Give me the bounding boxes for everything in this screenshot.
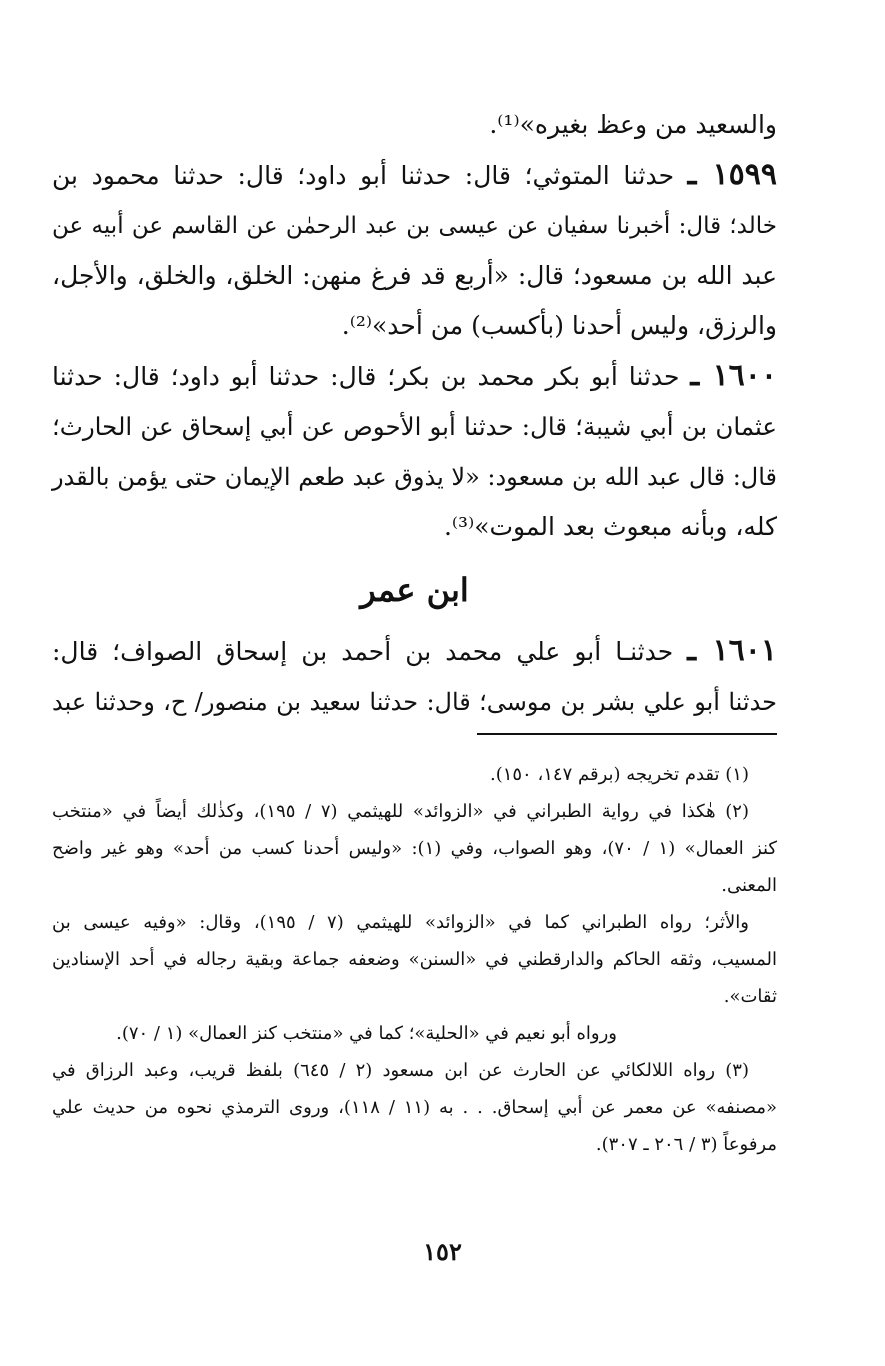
hadith-1599-line-1 [52,150,777,201]
section-title: ابن عمر [360,571,469,609]
footnote-separator [477,733,777,735]
hadith-number: ١٦٠٠ ـ [690,358,778,393]
footnote-line: والأثر؛ رواه الطبراني كما في «الزوائد» للهيثمي (٧ / ١٩٥)، وقال: «وفيه عيسى بن [52,912,749,933]
footnote-line: (١) تقدم تخريجه (برقم ١٤٧، ١٥٠). [489,764,749,785]
text-line: كله، وبأنه مبعوث بعد الموت»⁽³⁾. [443,512,777,541]
text-line: قال: قال عبد الله بن مسعود: «لا يذوق عبد طعم الإيمان حتى يؤمن بالقدر [51,463,777,491]
text-line: والسعيد من وعظ بغيره»⁽¹⁾. [489,110,777,139]
text-line: حدثنا أبو علي بشر بن موسى؛ قال: حدثنا سعيد بن منصور/ ح، وحدثنا عبد [52,688,777,716]
footnote-line: «مصنفه» عن معمر عن أبي إسحاق. . . به (١١ / ١١٨)، وروى الترمذي نحوه من حديث علي [52,1097,777,1118]
footnote-line: المسيب، وثقه الحاكم والدارقطني في «السنن» وضعفه جماعة وبقية رجاله في أحد الإسنادين [52,949,777,970]
hadith-1600-line-1 [52,351,777,402]
footnote-line: (٢) هٰكذا في رواية الطبراني في «الزوائد» للهيثمي (٧ / ١٩٥)، وكذٰلك أيضاً في «منتخب [52,801,749,822]
text-line: حدثنا المتوثي؛ قال: حدثنا أبو داود؛ قال: حدثنا محمود بن [52,161,675,190]
hadith-number: ١٦٠١ ـ [687,633,777,668]
footnote-line: كنز العمال» (١ / ٧٠)، وهو الصواب، وفي (١): «وليس أحدنا كسب من أحد» وهو غير واضح [52,838,777,859]
text-line: والرزق، وليس أحدنا (بأكسب) من أحد»⁽²⁾. [341,311,777,340]
hadith-number: ١٥٩٩ ـ [687,157,777,192]
text-line: عبد الله بن مسعود؛ قال: «أربع قد فرغ منهن: الخلق، والخلق، والأجل، [52,261,777,290]
main-text [52,100,777,727]
text-line: حدثنـا أبو علي محمد بن أحمد بن إسحاق الصواف؛ قال: [52,637,674,666]
hadith-1601-line-1 [52,626,777,677]
footnote-line: مرفوعاً (٣ / ٢٠٦ ـ ٣٠٧). [595,1134,777,1155]
text-line: حدثنا أبو بكر محمد بن بكر؛ قال: حدثنا أبو داود؛ قال: حدثنا [52,362,680,391]
footnote-line: المعنى. [721,875,777,896]
text-line: خالد؛ قال: أخبرنا سفيان عن عيسى بن عبد الرحمٰن عن القاسم عن أبيه عن [52,213,777,239]
footnotes [52,756,777,1163]
footnote-line: ثقات». [723,986,777,1007]
page-number: ١٥٢ [423,1237,462,1266]
text-line: عثمان بن أبي شيبة؛ قال: حدثنا أبو الأحوص عن أبي إسحاق عن الحارث؛ [52,412,777,441]
footnote-line: (٣) رواه اللالكائي عن الحارث عن ابن مسعود (٢ / ٦٤٥) بلفظ قريب، وعبد الرزاق في [52,1060,749,1081]
footnote-line: ورواه أبو نعيم في «الحلية»؛ كما في «منتخب كنز العمال» (١ / ٧٠). [116,1023,617,1044]
